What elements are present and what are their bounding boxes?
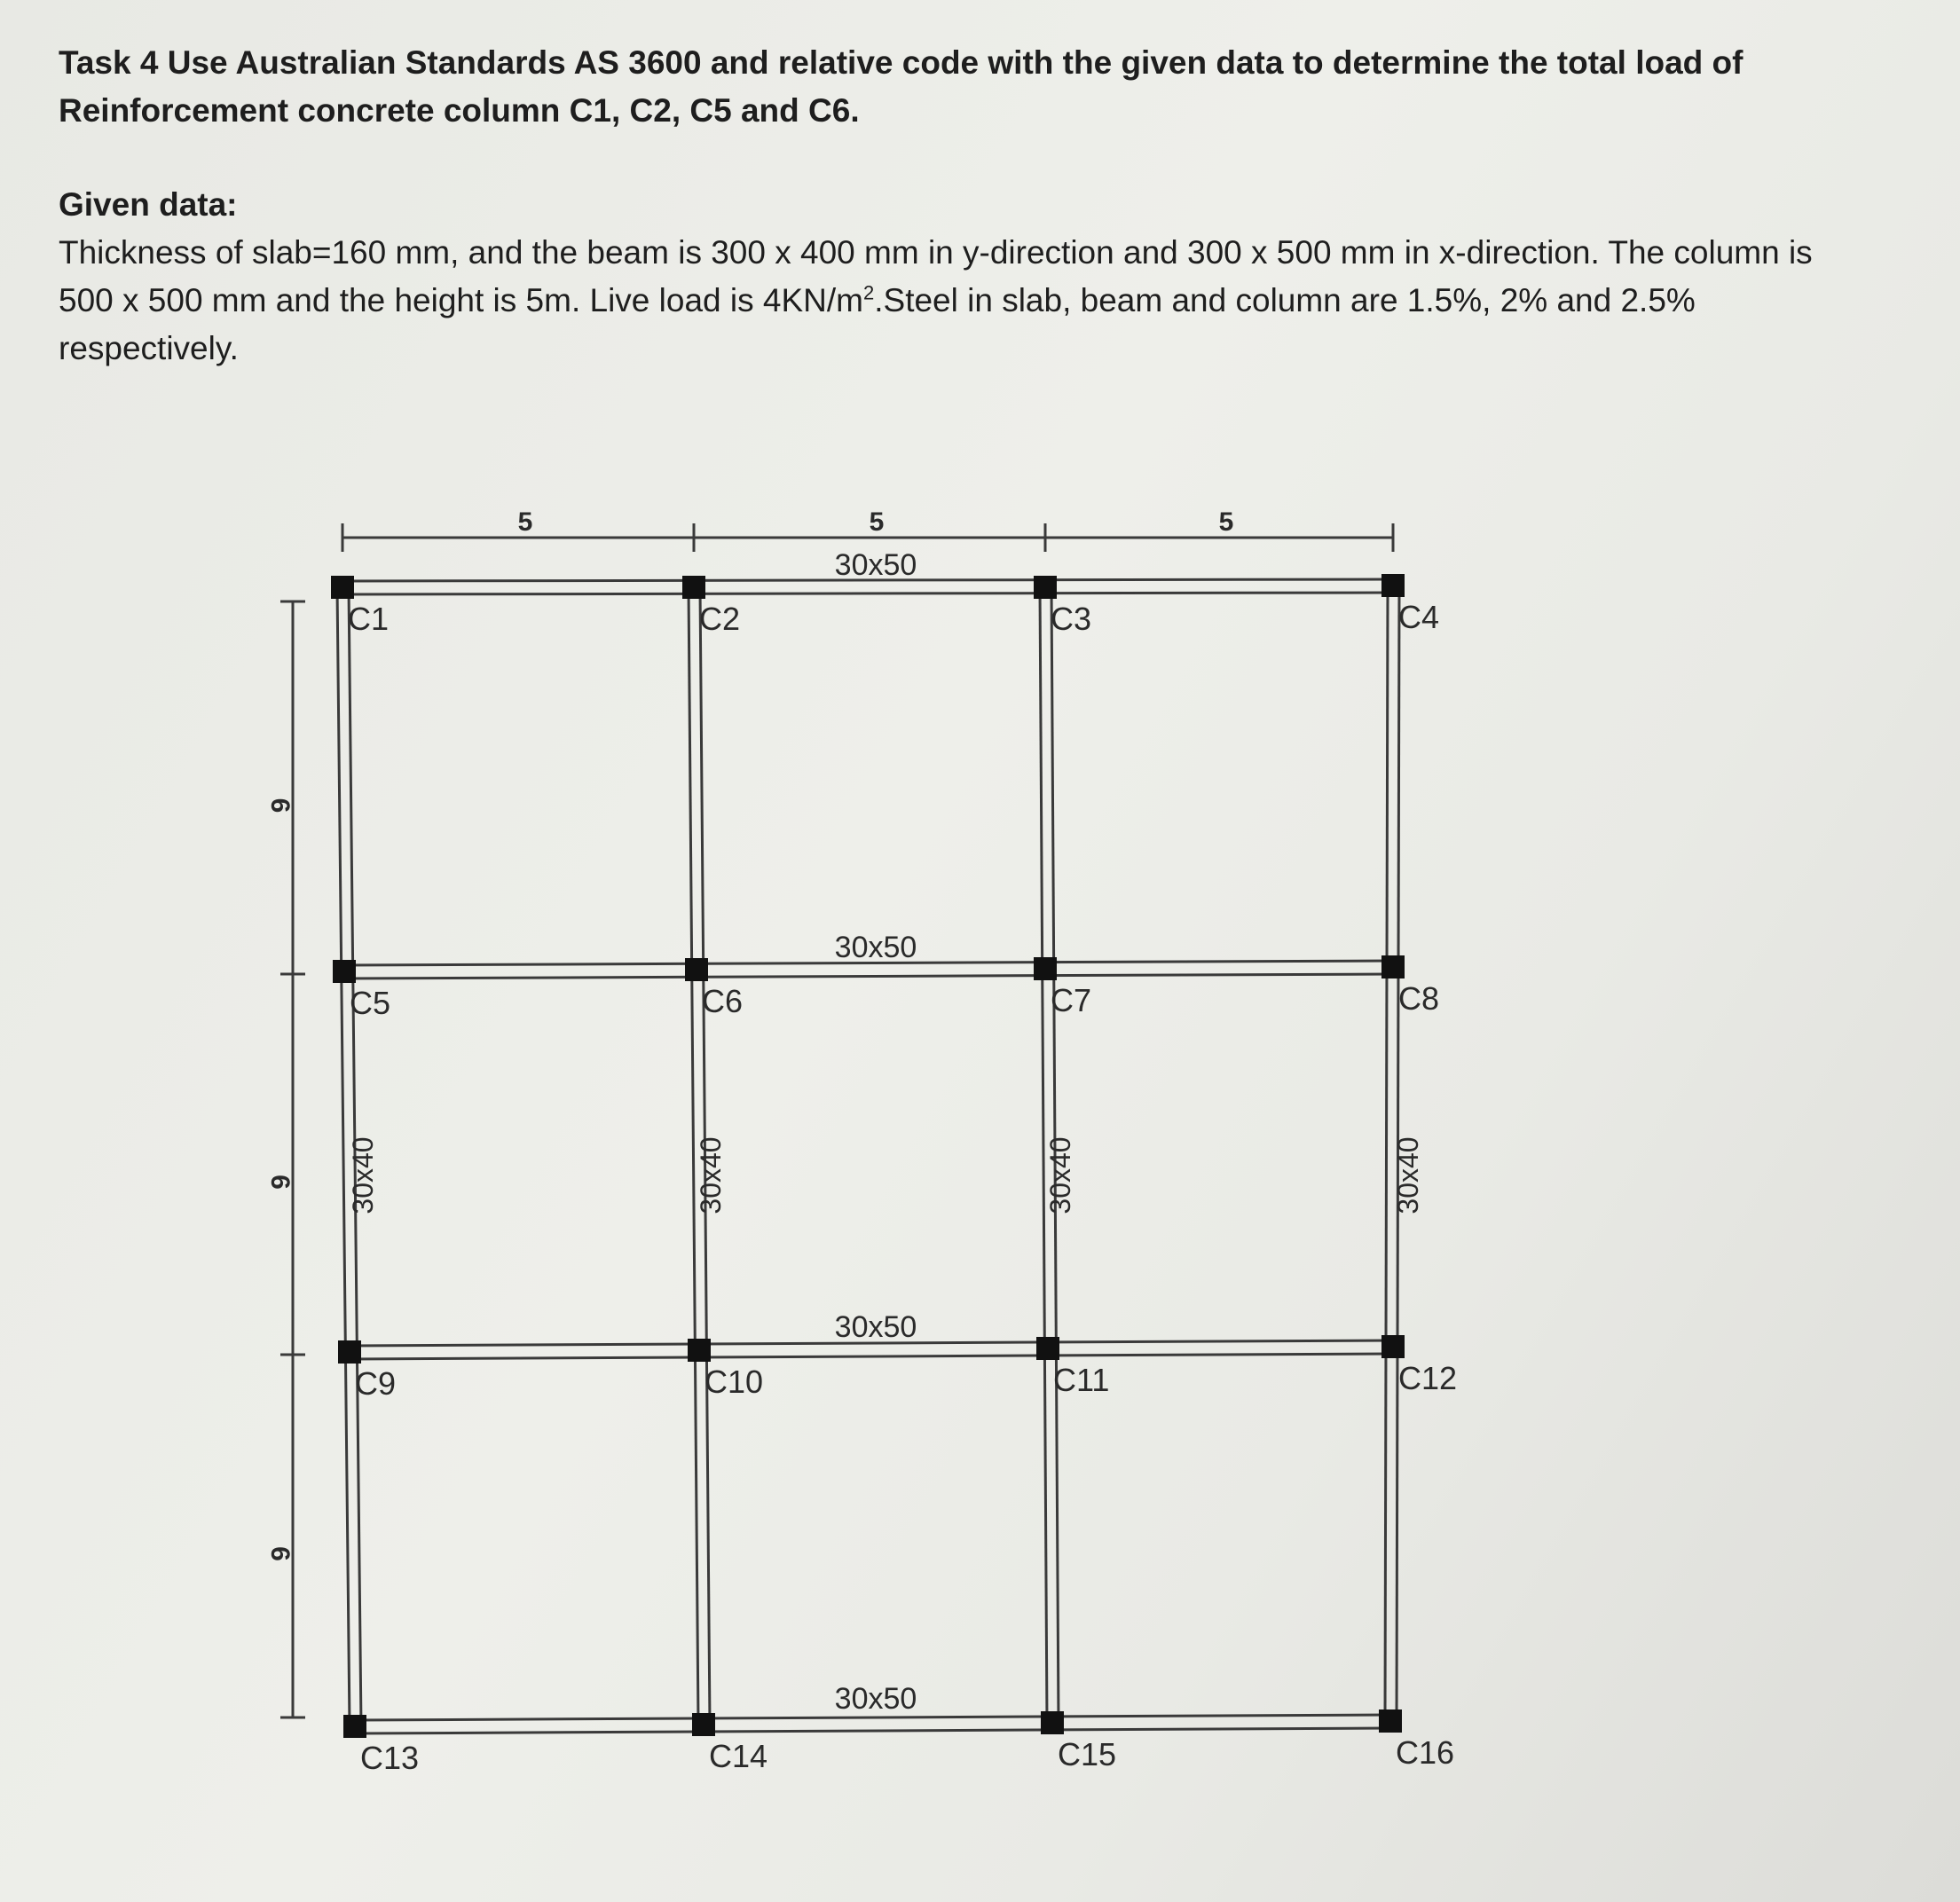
column-label: C15 <box>1058 1736 1117 1772</box>
column-markers <box>331 574 1405 1738</box>
column-label: C3 <box>1051 601 1092 637</box>
beam-x-size-label: 30x50 <box>834 931 917 964</box>
beam-x-size-label: 30x50 <box>834 548 917 582</box>
column-label: C16 <box>1396 1734 1455 1771</box>
dimension-y-value: 6 <box>265 1175 295 1190</box>
column-c5-marker <box>333 960 356 983</box>
task-statement-line-1: Task 4 Use Australian Standards AS 3600 and relative code with the given data to determine the total load of <box>59 44 1744 81</box>
column-c16-marker <box>1379 1709 1402 1733</box>
column-c13-marker <box>343 1715 366 1738</box>
column-label: C14 <box>709 1738 768 1774</box>
beam-x-row-4-bottom-edge <box>355 1728 1390 1733</box>
column-c1-marker <box>331 576 354 599</box>
column-c12-marker <box>1381 1335 1405 1358</box>
beam-x-size-label: 30x50 <box>834 1682 917 1716</box>
column-c4-marker <box>1381 574 1405 597</box>
column-label: C6 <box>702 983 744 1019</box>
beam-y-size-label: 30x40 <box>347 1136 379 1214</box>
column-c14-marker <box>692 1713 715 1736</box>
column-label: C12 <box>1398 1360 1458 1396</box>
column-label: C4 <box>1398 599 1440 635</box>
column-c11-marker <box>1036 1337 1059 1360</box>
column-label: C9 <box>355 1365 397 1402</box>
beam-x-row-2-bottom-edge <box>344 974 1393 979</box>
column-c3-marker <box>1034 576 1057 599</box>
task-statement-line-2: Reinforcement concrete column C1, C2, C5 and C6. <box>59 92 860 129</box>
column-c2-marker <box>682 576 705 599</box>
y-direction-beams <box>337 586 1399 1726</box>
beam-x-row-3-bottom-edge <box>350 1354 1393 1359</box>
column-c6-marker <box>685 958 708 981</box>
beam-y-size-label: 30x40 <box>1392 1136 1424 1214</box>
given-data-line-3: respectively. <box>59 330 239 366</box>
column-label: C1 <box>348 601 390 637</box>
dimension-y-value: 6 <box>265 798 295 813</box>
dimension-y-value: 6 <box>265 1546 295 1561</box>
given-data-line-2-text-b: .Steel in slab, beam and column are 1.5%, 2% and 2.5% <box>874 282 1696 318</box>
column-label: C10 <box>704 1364 764 1400</box>
plan-labels <box>265 507 1457 1776</box>
column-label: C7 <box>1051 982 1092 1018</box>
column-label: C2 <box>699 601 741 637</box>
column-c10-marker <box>688 1339 711 1362</box>
column-c7-marker <box>1034 957 1057 980</box>
column-label: C11 <box>1053 1362 1110 1398</box>
dimension-lines <box>280 523 1393 1717</box>
beam-y-col-4-left-edge <box>1385 586 1388 1721</box>
column-label: C5 <box>350 985 391 1021</box>
dimension-x-value: 5 <box>1218 507 1234 537</box>
given-data-heading: Given data: <box>59 186 238 223</box>
column-label: C13 <box>360 1740 420 1776</box>
beam-y-size-label: 30x40 <box>1044 1136 1076 1214</box>
superscript-2: 2 <box>862 281 875 304</box>
beam-x-size-label: 30x50 <box>834 1310 917 1344</box>
column-c15-marker <box>1041 1711 1064 1734</box>
column-label: C8 <box>1398 980 1440 1017</box>
column-c8-marker <box>1381 955 1405 979</box>
column-c9-marker <box>338 1340 361 1364</box>
dimension-x-value: 5 <box>869 507 885 537</box>
given-data-line-2-text-a: 500 x 500 mm and the height is 5m. Live load is 4KN/m <box>59 282 863 318</box>
given-data-line-1: Thickness of slab=160 mm, and the beam is 300 x 400 mm in y-direction and 300 x 500 mm in x-direction. The column is <box>59 234 1813 271</box>
dimension-x-value: 5 <box>517 507 533 537</box>
beam-y-size-label: 30x40 <box>695 1136 727 1214</box>
beam-x-row-1-bottom-edge <box>342 593 1393 594</box>
x-direction-beams <box>342 579 1393 1733</box>
